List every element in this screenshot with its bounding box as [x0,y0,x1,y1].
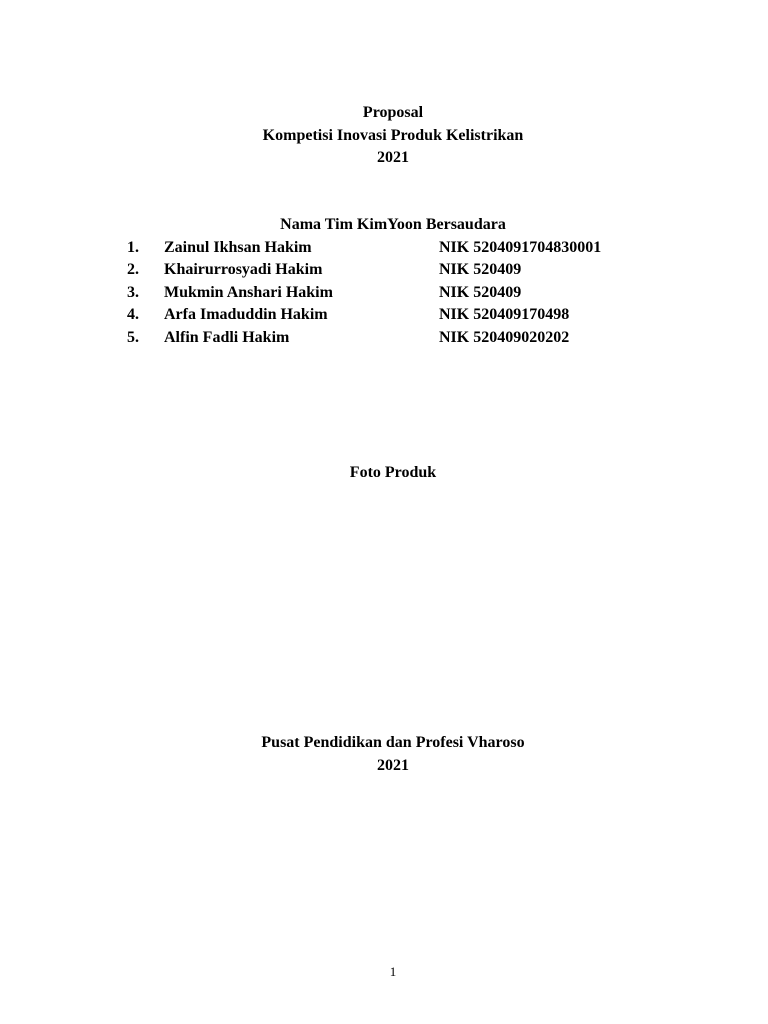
footer-institution: Pusat Pendidikan dan Profesi Vharoso [261,734,525,751]
member-name: Khairurrosyadi Hakim [164,261,323,278]
member-number: 5. [127,329,139,346]
title-competition: Kompetisi Inovasi Produk Kelistrikan [262,127,524,144]
member-number: 4. [127,306,139,323]
title-proposal: Proposal [362,104,424,121]
footer-year: 2021 [377,757,409,774]
member-nik: NIK 520409020202 [439,329,570,346]
member-nik: NIK 5204091704830001 [439,239,602,256]
member-name: Alfin Fadli Hakim [164,329,290,346]
member-row [0,259,768,281]
team-heading: Nama Tim KimYoon Bersaudara [280,216,506,233]
member-row [0,282,768,304]
member-nik: NIK 520409 [439,284,522,301]
member-name: Mukmin Anshari Hakim [164,284,333,301]
member-row [0,237,768,259]
photo-section-label: Foto Produk [349,464,437,481]
member-number: 3. [127,284,139,301]
member-name: Arfa Imaduddin Hakim [164,306,328,323]
member-number: 2. [127,261,139,278]
member-row [0,304,768,326]
member-row [0,327,768,349]
member-number: 1. [127,239,139,256]
title-year: 2021 [377,149,409,166]
member-nik: NIK 520409 [439,261,522,278]
page-number: 1 [389,964,397,979]
member-nik: NIK 520409170498 [439,306,570,323]
member-name: Zainul Ikhsan Hakim [164,239,312,256]
